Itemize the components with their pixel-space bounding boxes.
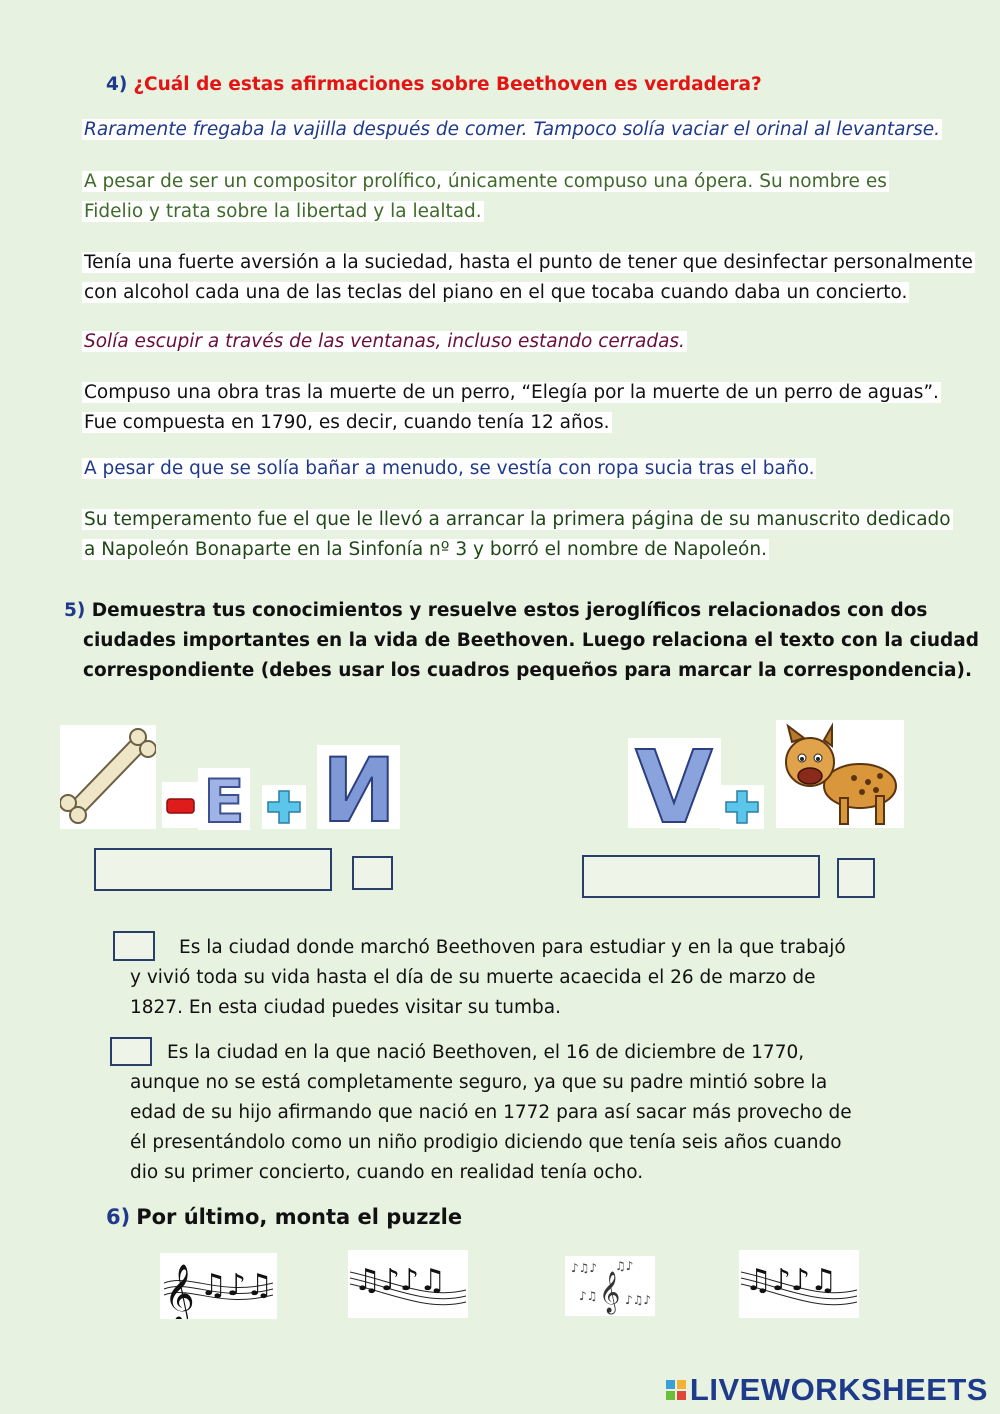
option-7[interactable] <box>82 505 953 565</box>
instruction-line: correspondiente (debes usar los cuadros pequeños para marcar la correspondencia). <box>83 660 972 681</box>
svg-text:♪♫♪: ♪♫♪ <box>571 1261 598 1275</box>
logo-icon <box>666 1380 686 1400</box>
plus-icon <box>720 785 764 829</box>
option-line: con alcohol cada una de las teclas del piano en el que tocaba cuando daba un concierto. <box>84 282 908 303</box>
city-answer-input-1[interactable] <box>94 848 332 891</box>
city-text-1 <box>130 933 846 1023</box>
question-number: 5) <box>64 600 86 621</box>
question-4-title <box>106 74 762 95</box>
option-4[interactable] <box>82 327 687 357</box>
logo-text: LIVEWORKSHEETS <box>689 1372 988 1407</box>
puzzle-piece-3[interactable] <box>565 1256 655 1316</box>
instruction-line: ciudades importantes en la vida de Beethoven. Luego relaciona el texto con la ciudad <box>83 630 980 651</box>
liveworksheets-logo <box>666 1372 988 1408</box>
question-text: Por último, monta el puzzle <box>136 1205 463 1229</box>
option-line: Solía escupir a través de las ventanas, incluso estando cerradas. <box>84 331 685 352</box>
city-answer-input-2[interactable] <box>582 855 820 898</box>
notes-icon: ♫♪♫ <box>200 1268 273 1303</box>
option-line: A pesar de que se solía bañar a menudo, se vestía con ropa sucia tras el baño. <box>84 458 815 479</box>
option-1[interactable] <box>82 115 942 145</box>
svg-text:♪♫: ♪♫ <box>579 1289 598 1303</box>
notes-icon: ♫♪♪♫ <box>354 1263 447 1298</box>
match-box-2[interactable] <box>837 858 875 898</box>
hyena-picture <box>776 720 904 828</box>
question-5-instructions <box>64 596 980 686</box>
city-text-2 <box>130 1038 852 1188</box>
option-line: Raramente fregaba la vajilla después de comer. Tampoco solía vaciar el orinal al levantarse. <box>84 119 940 140</box>
city-text-line: él presentándolo como un niño prodigio diciendo que tenía seis años cuando <box>130 1132 842 1153</box>
option-line: Fue compuesta en 1790, es decir, cuando tenía 12 años. <box>84 412 610 433</box>
option-line: Tenía una fuerte aversión a la suciedad, hasta el punto de tener que desinfectar personalmente <box>84 252 973 273</box>
city-text-line: edad de su hijo afirmando que nació en 1772 para así sacar más provecho de <box>130 1102 852 1123</box>
notes-icon: ♫♪♪♫ <box>745 1263 838 1298</box>
city-text-line: y vivió toda su vida hasta el día de su muerte acaecida el 26 de marzo de <box>130 967 816 988</box>
treble-clef-icon: 𝄞 <box>164 1264 195 1319</box>
minus-icon <box>162 782 198 828</box>
bone-picture <box>60 725 156 829</box>
option-line: A pesar de ser un compositor prolífico, únicamente compuso una ópera. Su nombre es <box>84 171 887 192</box>
option-line: a Napoleón Bonaparte en la Sinfonía nº 3 y borró el nombre de Napoleón. <box>84 539 767 560</box>
letter-n-picture <box>317 745 400 829</box>
letter-e: E <box>203 768 245 830</box>
svg-text:♪♫♪: ♪♫♪ <box>625 1293 652 1307</box>
city-text-line: Es la ciudad donde marchó Beethoven para estudiar y en la que trabajó <box>179 937 846 958</box>
puzzle-piece-1[interactable] <box>160 1253 277 1319</box>
option-2[interactable] <box>82 167 889 227</box>
letter-v: V <box>635 738 713 828</box>
match-box-1[interactable] <box>352 856 393 890</box>
svg-text:♫♪: ♫♪ <box>615 1259 634 1273</box>
option-5[interactable] <box>82 378 941 438</box>
puzzle-piece-2[interactable] <box>348 1250 468 1318</box>
letter-e-picture <box>198 768 250 830</box>
city-text-line: aunque no se está completamente seguro, ya que su padre mintió sobre la <box>130 1072 828 1093</box>
question-number: 6) <box>106 1205 131 1229</box>
instruction-line: Demuestra tus conocimientos y resuelve estos jeroglíficos relacionados con dos <box>91 600 928 621</box>
option-6[interactable] <box>82 454 816 484</box>
option-line: Fidelio y trata sobre la libertad y la lealtad. <box>84 201 482 222</box>
option-line: Su temperamento fue el que le llevó a arrancar la primera página de su manuscrito dedicado <box>84 509 951 530</box>
option-line: Compuso una obra tras la muerte de un perro, “Elegía por la muerte de un perro de aguas”. <box>84 382 939 403</box>
question-6-title <box>106 1205 462 1229</box>
city-text-line: Es la ciudad en la que nació Beethoven, el 16 de diciembre de 1770, <box>167 1042 805 1063</box>
city-text-line: 1827. En esta ciudad puedes visitar su tumba. <box>130 997 562 1018</box>
puzzle-piece-4[interactable] <box>739 1250 859 1318</box>
option-3[interactable] <box>82 248 975 308</box>
letter-v-picture <box>628 738 721 828</box>
treble-clef-icon: 𝄞 <box>599 1272 621 1313</box>
plus-icon <box>262 785 306 829</box>
question-text: ¿Cuál de estas afirmaciones sobre Beethoven es verdadera? <box>133 74 762 95</box>
city-text-line: dio su primer concierto, cuando en realidad tenía ocho. <box>130 1162 644 1183</box>
question-number: 4) <box>106 74 128 95</box>
letter-n: И <box>322 745 396 829</box>
